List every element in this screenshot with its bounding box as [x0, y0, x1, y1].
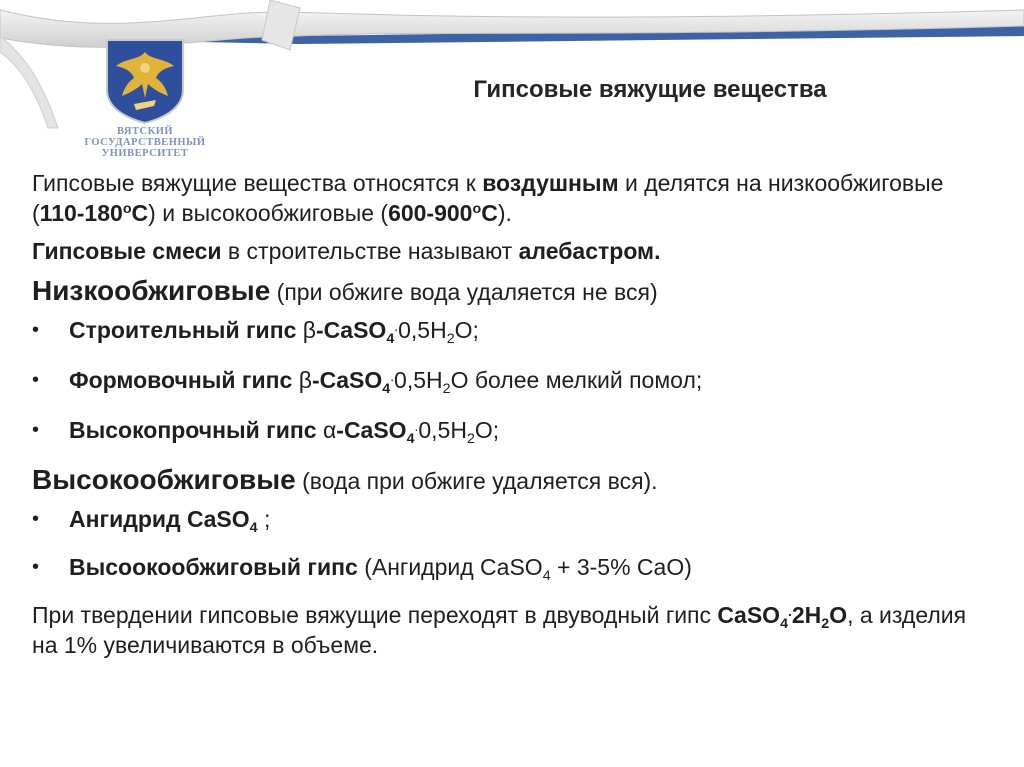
item-name: Ангидрид CaSO: [69, 506, 250, 532]
list-item: [32, 365, 992, 395]
item-tail: ;: [257, 506, 271, 532]
item-subscript: 2: [466, 431, 475, 447]
high-fired-heading: [32, 465, 992, 496]
formula-dot: .: [788, 604, 792, 619]
list-item: [32, 552, 992, 582]
low-fired-list: [32, 315, 992, 445]
hardening-text-1: При твердении гипсовые вяжущие переходят в двуводный гипс: [32, 602, 718, 628]
formula-part: O: [829, 602, 848, 628]
university-name-line-1: ВЯТСКИЙ: [116, 126, 174, 137]
intro-text-3: ) и высокообжиговые (: [148, 200, 389, 226]
item-subscript: 2: [442, 381, 451, 397]
formula-subscript: 2: [821, 616, 830, 632]
intro-paragraph: [32, 168, 992, 228]
item-name: Высоокообжиговый гипс: [69, 554, 358, 580]
item-prefix: α: [322, 417, 337, 443]
list-item: [32, 504, 992, 534]
intro-text-4: ).: [497, 200, 512, 226]
intro-text-1: Гипсовые вяжущие вещества относятся к: [32, 170, 483, 196]
intro-text-2: и делятся на низкообжиговые (: [32, 170, 944, 226]
item-subscript: 4: [406, 431, 415, 447]
low-fired-note: (при обжиге вода удаляется не вся): [270, 279, 658, 305]
item-dot: .: [394, 319, 399, 334]
high-fired-list: [32, 504, 992, 582]
bullet-icon: •: [32, 419, 40, 441]
high-fired-title: Высокообжиговые: [32, 464, 296, 495]
item-dot: .: [390, 369, 395, 384]
degree-mark: o: [122, 201, 132, 217]
item-prefix: β: [302, 317, 317, 343]
list-item: [32, 415, 992, 445]
item-tail: O более мелкий помол;: [450, 367, 703, 393]
item-subscript: 4: [542, 568, 551, 584]
formula-subscript: 4: [780, 616, 788, 632]
intro-bold-air: воздушным: [482, 170, 619, 196]
page-title: Гипсовые вяжущие вещества: [473, 76, 827, 103]
item-formula: -CaSO: [336, 417, 407, 443]
alabaster-term: алебастром.: [518, 238, 661, 264]
item-rest: 0,5H: [394, 367, 443, 393]
alabaster-paragraph: [32, 236, 992, 266]
item-prefix: β: [298, 367, 312, 393]
formula-part: CaSO: [717, 602, 781, 628]
hardening-text-2: , а изделия на 1% увеличиваются в объеме.: [32, 602, 967, 658]
university-name: [70, 126, 220, 159]
item-subscript: 2: [446, 331, 455, 347]
formula-part: 2H: [791, 602, 822, 628]
alabaster-text: в строительстве называют: [221, 238, 519, 264]
item-text: + 3-5% CaO): [550, 554, 692, 580]
hardening-paragraph: [32, 600, 992, 660]
item-formula: -CaSO: [316, 317, 387, 343]
bullet-icon: •: [32, 556, 40, 578]
university-emblem-icon: [104, 38, 186, 124]
high-fired-note: (вода при обжиге удаляется вся).: [295, 468, 658, 494]
list-item: [32, 315, 992, 345]
low-fired-heading: [32, 276, 992, 307]
item-dot: .: [414, 419, 419, 434]
item-formula: -CaSO: [311, 367, 383, 393]
item-name: Строительный гипс: [69, 317, 303, 343]
slide-content: [32, 168, 992, 660]
degree-mark: o: [472, 201, 482, 217]
item-subscript: 4: [386, 331, 395, 347]
item-name: Формовочный гипс: [69, 367, 299, 393]
university-name-line-2: ГОСУДАРСТВЕННЫЙ: [84, 137, 206, 148]
item-subscript: 4: [382, 381, 391, 397]
item-tail: O;: [454, 317, 479, 343]
item-rest: 0,5H: [398, 317, 447, 343]
low-fired-title: Низкообжиговые: [32, 275, 271, 306]
item-name: Высокопрочный гипс: [69, 417, 323, 443]
item-tail: O;: [474, 417, 500, 443]
bullet-icon: •: [32, 508, 40, 530]
banner-ribbon-left: [0, 36, 58, 128]
gypsum-mixes-term: Гипсовые смеси: [32, 238, 222, 264]
celsius-mark: С: [131, 200, 149, 226]
celsius-mark: С: [481, 200, 498, 226]
university-name-line-3: УНИВЕРСИТЕТ: [101, 148, 189, 159]
item-rest: 0,5H: [418, 417, 467, 443]
item-subscript: 4: [249, 520, 258, 536]
item-text: (Ангидрид CaSO: [357, 554, 543, 580]
bullet-icon: •: [32, 319, 40, 341]
high-temp-range: 600-900: [388, 200, 473, 226]
low-temp-range: 110-180: [39, 200, 123, 226]
bullet-icon: •: [32, 369, 40, 391]
